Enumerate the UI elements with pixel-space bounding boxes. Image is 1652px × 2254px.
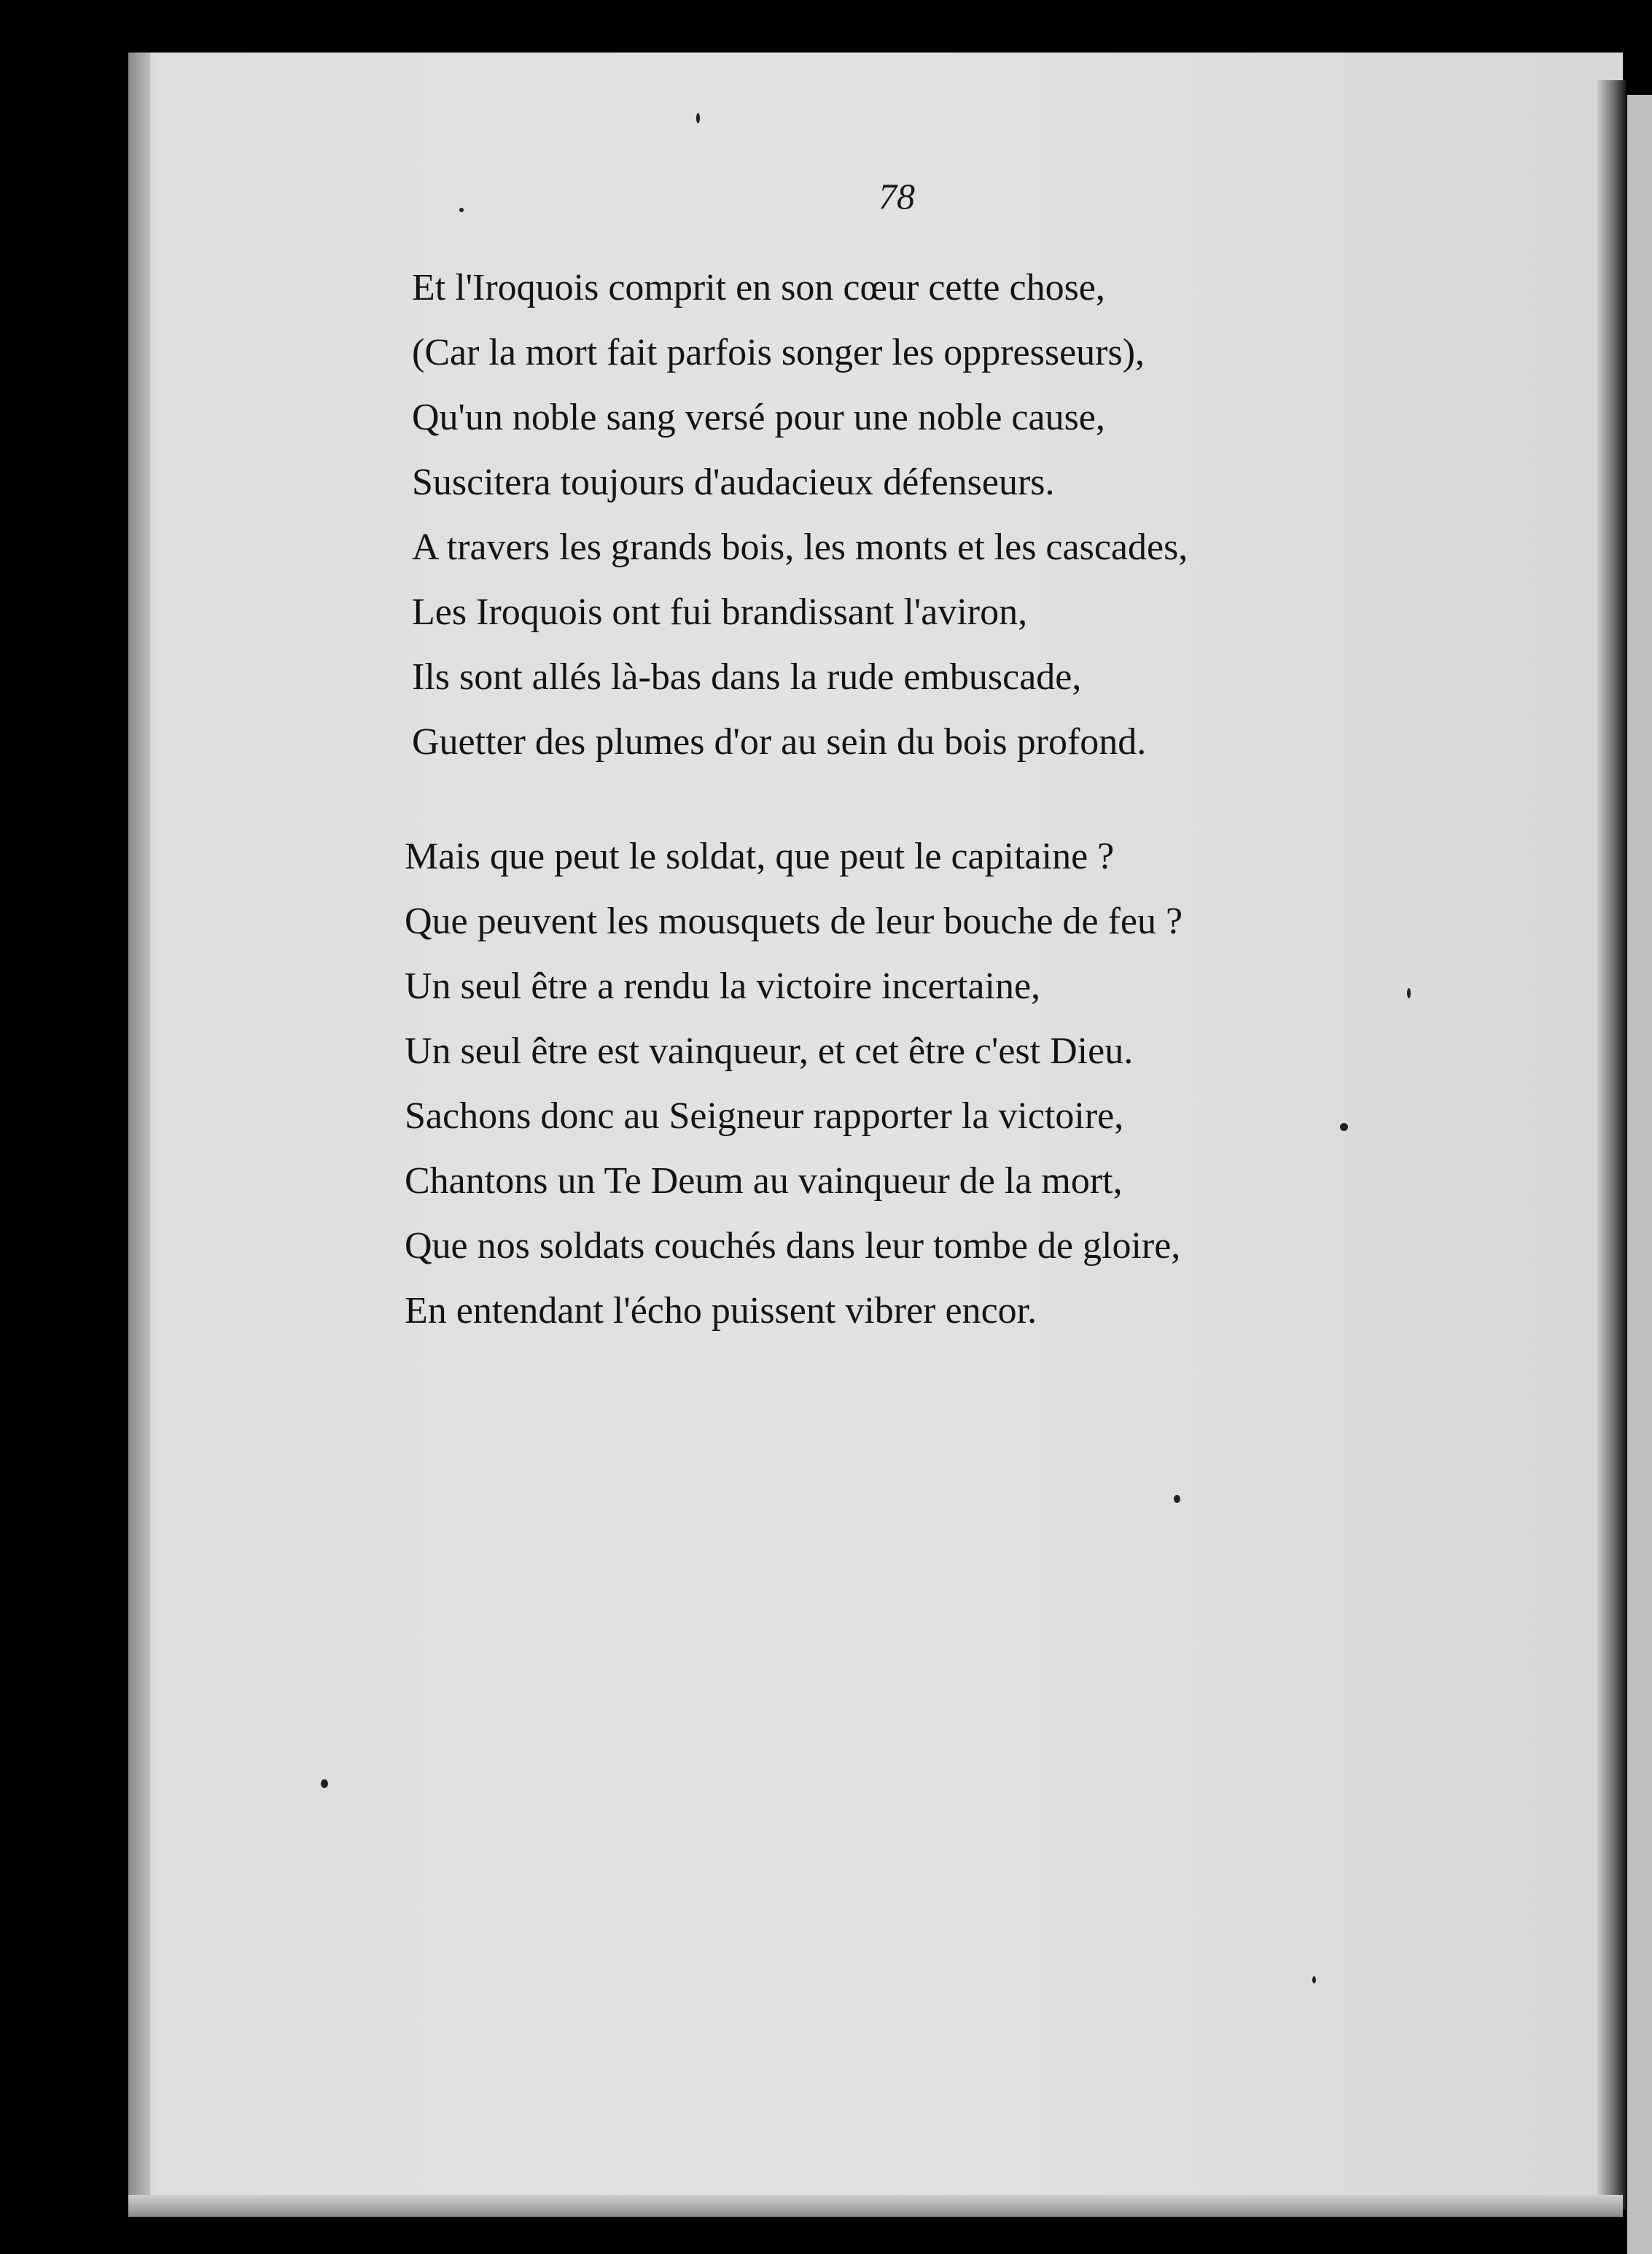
page-number: 78 [878,176,915,217]
verse-line: Sachons donc au Seigneur rapporter la victoire, [405,1095,1124,1137]
scan-speck [459,208,464,212]
verse-line: Chantons un Te Deum au vainqueur de la mort, [405,1160,1123,1202]
verse-line: Un seul être est vainqueur, et cet être c'est Dieu. [405,1030,1134,1072]
verse-line: Guetter des plumes d'or au sein du bois profond. [412,721,1147,763]
scan-speck [1407,988,1411,998]
verse-line: Mais que peut le soldat, que peut le capitaine ? [405,836,1115,877]
stanza-1 [412,255,1549,774]
verse-line: Qu'un noble sang versé pour une noble cause, [412,397,1105,438]
scan-speck [321,1779,328,1788]
scan-speck [1340,1123,1348,1131]
verse-line: (Car la mort fait parfois songer les oppresseurs), [412,332,1145,373]
verse-line: Et l'Iroquois comprit en son cœur cette chose, [412,267,1105,308]
verse-line: Suscitera toujours d'audacieux défenseurs. [412,462,1055,503]
verse-line: A travers les grands bois, les monts et les cascades, [412,526,1188,568]
verse-line: Que peuvent les mousquets de leur bouche de feu ? [405,901,1183,942]
page-edge-right [1597,80,1626,2210]
verse-line: Un seul être a rendu la victoire incertaine, [405,965,1041,1007]
scan-speck [696,113,700,123]
verse-line: Que nos soldats couchés dans leur tombe de gloire, [405,1225,1181,1267]
scan-speck [1174,1495,1180,1503]
verse-line: En entendant l'écho puissent vibrer encor. [405,1290,1037,1332]
scan-speck [1312,1976,1316,1983]
verse-line: Ils sont allés là-bas dans la rude embuscade, [412,656,1082,698]
verse-line: Les Iroquois ont fui brandissant l'aviron, [412,591,1028,633]
page-edge-bottom [128,2195,1623,2217]
stanza-2 [405,824,1542,1343]
page-gutter [128,53,150,2211]
facing-page-edge [1627,95,1652,2254]
